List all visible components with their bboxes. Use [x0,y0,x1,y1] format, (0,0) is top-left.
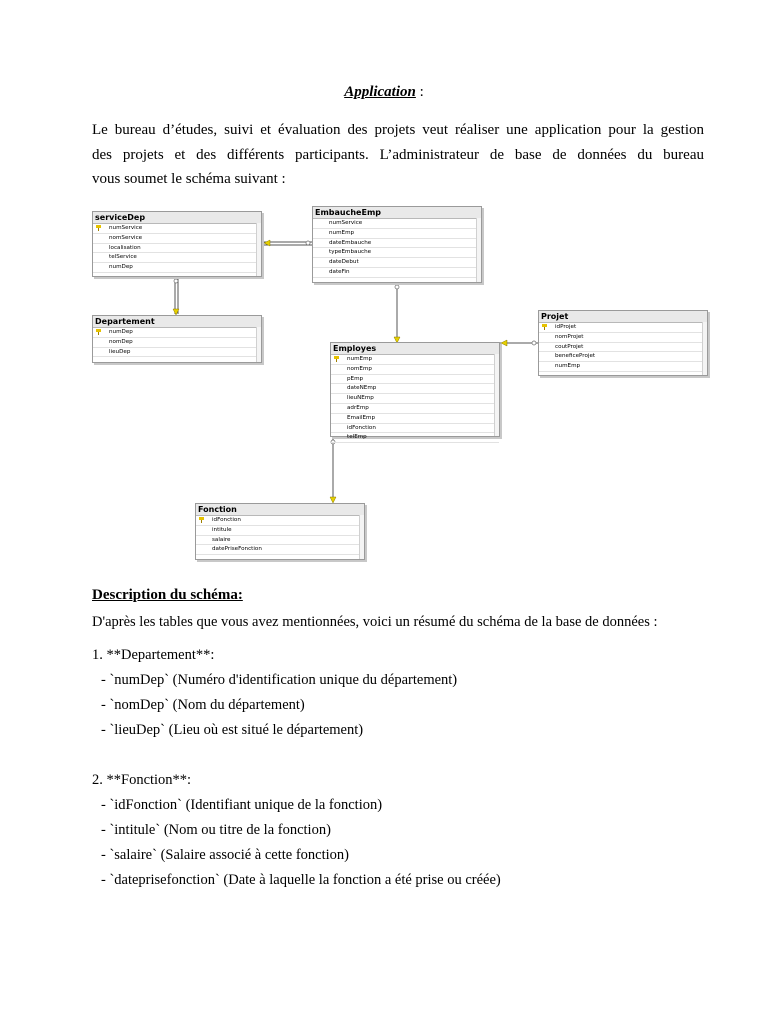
section-departement [92,643,457,743]
table-field: telService [93,253,261,263]
section-title: 2. **Fonction**: [92,772,192,788]
section-fonction [92,768,501,893]
many-end-marker [174,279,178,283]
table-field: intitule [196,526,364,536]
table-embaucheemp [312,206,482,283]
description-heading: Description du schéma: [92,587,243,603]
table-field: numEmp [331,355,499,365]
table-scrollbar[interactable] [494,354,499,436]
intro-line: vous soumet le schéma suivant : [92,171,286,187]
many-end-marker [306,241,310,245]
table-field: typeEmbauche [313,248,481,258]
table-scrollbar[interactable] [359,515,364,559]
table-field: pEmp [331,375,499,385]
table-fonction [195,503,365,560]
primary-key-icon [199,517,204,523]
table-field: EmailEmp [331,414,499,424]
table-scrollbar[interactable] [476,218,481,282]
table-field: lieuNEmp [331,394,499,404]
table-field: nomEmp [331,365,499,375]
primary-key-icon [96,225,101,231]
table-title: EmbaucheEmp [313,207,481,219]
table-field: localisation [93,244,261,254]
table-departement [92,315,262,363]
table-scrollbar[interactable] [256,327,261,362]
table-field: dateFin [313,268,481,278]
table-scrollbar[interactable] [702,322,707,375]
section-title: 1. **Departement**: [92,647,215,663]
table-field: beneficeProjet [539,352,707,362]
table-field: idProjet [539,323,707,333]
table-title: Projet [539,311,707,323]
table-field: dateDebut [313,258,481,268]
table-field: idFonction [196,516,364,526]
list-item: - `nomDep` (Nom du département) [101,697,305,713]
list-item: - `lieuDep` (Lieu où est situé le département) [101,722,364,738]
table-employes [330,342,500,441]
table-title: Departement [93,316,261,328]
table-scrollbar[interactable] [256,223,261,276]
table-field: telEmp [331,433,499,443]
table-field: numDep [93,263,261,273]
many-end-marker [532,341,536,345]
intro-line: des projets et des différents participants. L’administrateur de base de données du bureau [92,146,704,163]
list-item: - `dateprisefonction` (Date à laquelle la fonction a été prise ou créée) [101,872,501,888]
key-end-marker [501,340,507,346]
primary-key-icon [334,356,339,362]
list-item: - `numDep` (Numéro d'identification unique du département) [101,672,458,688]
table-field: numEmp [539,362,707,372]
primary-key-icon [542,324,547,330]
table-field: numDep [93,328,261,338]
table-field: salaire [196,536,364,546]
title-suffix: : [415,84,424,100]
many-end-marker [395,285,399,289]
description-intro: D'après les tables que vous avez mentionnées, voici un résumé du schéma de la base de données : [92,614,658,630]
table-field: numService [313,219,481,229]
table-field: numService [93,224,261,234]
table-field: idFonction [331,424,499,434]
table-servicedep [92,211,262,277]
title-text: Application [344,84,416,100]
table-field: dateNEmp [331,384,499,394]
table-field: nomProjet [539,333,707,343]
list-item: - `idFonction` (Identifiant unique de la fonction) [101,797,383,813]
table-field: lieuDep [93,348,261,358]
table-projet [538,310,708,376]
table-field: nomService [93,234,261,244]
table-field: dateEmbauche [313,239,481,249]
table-field: datePriseFonction [196,545,364,555]
table-field: adrEmp [331,404,499,414]
table-field: numEmp [313,229,481,239]
primary-key-icon [96,329,101,335]
list-item: - `intitule` (Nom ou titre de la fonction) [101,822,331,838]
intro-line: Le bureau d’études, suivi et évaluation des projets veut réaliser une application pour la gestion [92,122,704,138]
table-title: serviceDep [93,212,261,224]
table-title: Employes [331,343,499,355]
table-title: Fonction [196,504,364,516]
list-item: - `salaire` (Salaire associé à cette fonction) [101,847,349,863]
table-field: nomDep [93,338,261,348]
table-field: coutProjet [539,343,707,353]
